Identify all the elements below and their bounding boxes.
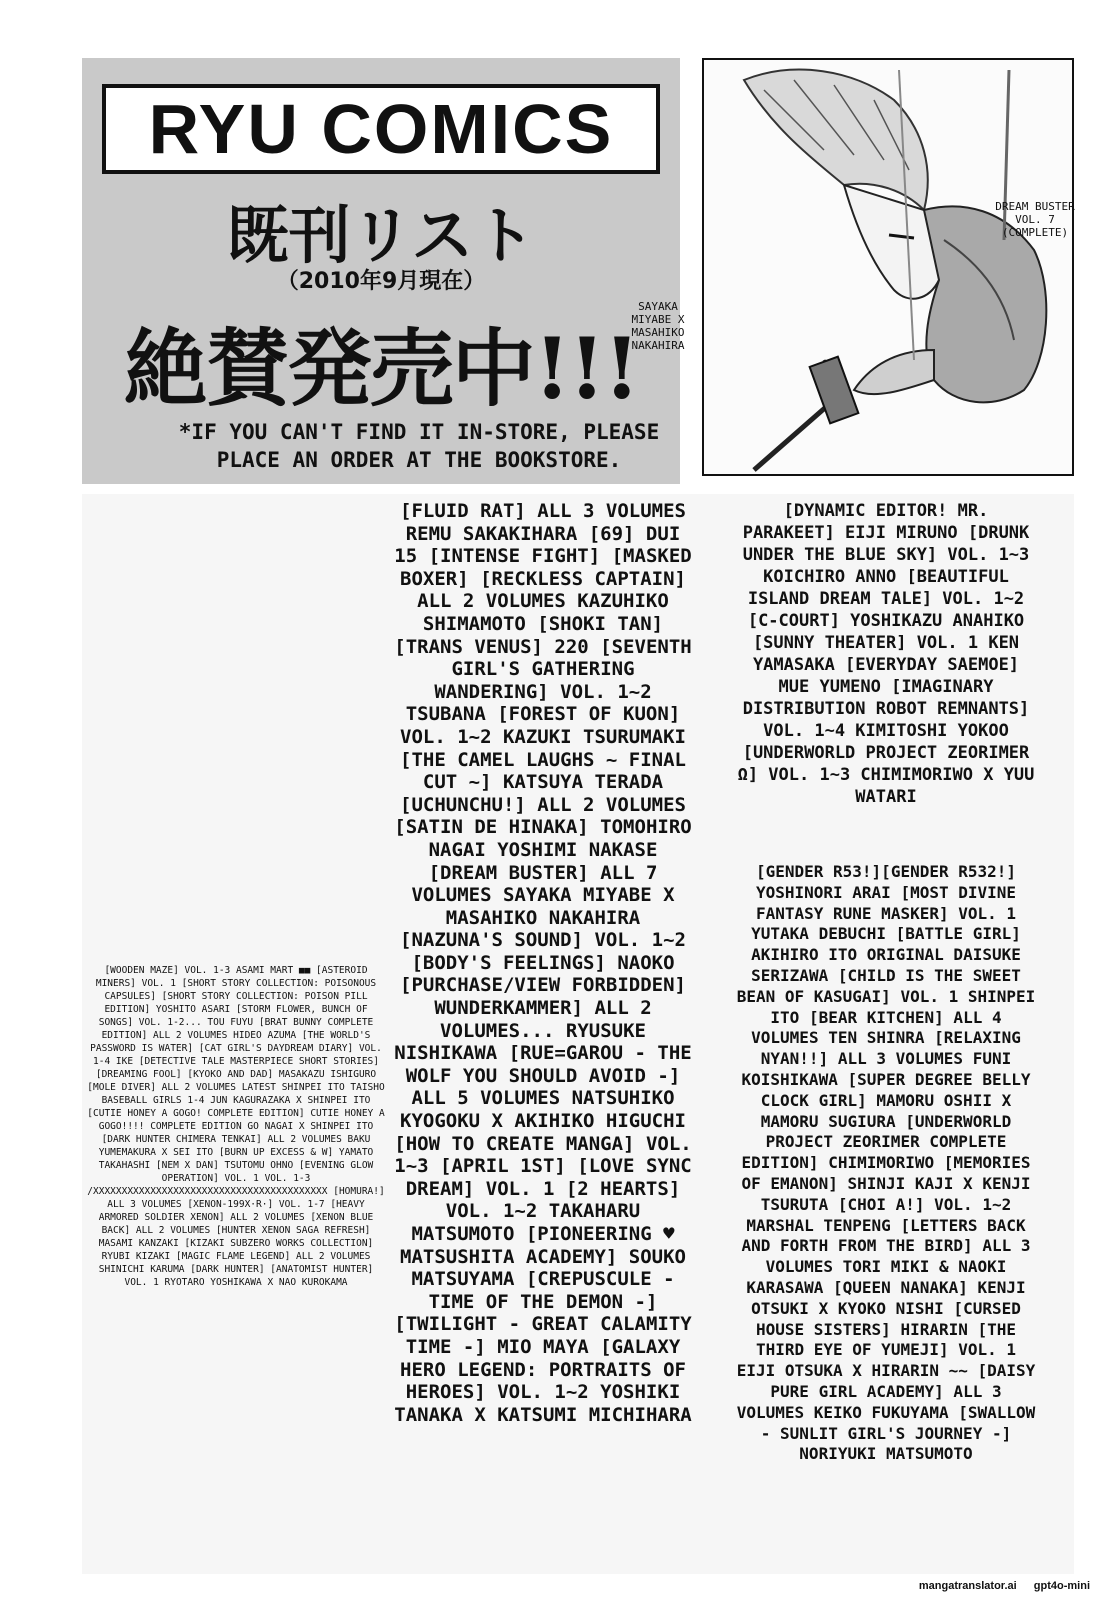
catalog-column-right-top: [DYNAMIC EDITOR! MR. PARAKEET] EIJI MIRUNO [DRUNK UNDER THE BLUE SKY] VOL. 1~3 KOICHIRO ANNO [BEAUTIFUL ISLAND DREAM TALE] VOL. 1~2 [C-COURT] YOSHIKAZU ANAHIKO [SUNNY THEATER] VOL. 1 KEN YAMASAKA [EVERYDAY SAEMOE] MUE YUMENO [IMAGINARY DISTRIBUTION ROBOT REMNANTS] VOL. 1~4 KIMITOSHI YOKOO [UNDERWORLD PROJECT ZEORIMER Ω] VOL. 1~3 CHIMIMORIWO X YUU WATARI xyxy=(737,501,1035,807)
credit-model: gpt4o-mini xyxy=(1033,1580,1090,1592)
swordswoman-illustration xyxy=(704,60,1072,474)
caption-sayaka-miyabe: SAYAKA MIYABE X MASAHIKO NAKAHIRA xyxy=(631,300,685,352)
translator-credits xyxy=(905,1580,1090,1592)
ad-subtitle: 既刊リスト xyxy=(226,199,536,272)
credit-site: mangatranslator.ai xyxy=(918,1580,1017,1592)
ad-note: *IF YOU CAN'T FIND IT IN-STORE, PLEASE PLACE AN ORDER AT THE BOOKSTORE. xyxy=(178,420,660,472)
catalog-column-left: [WOODEN MAZE] VOL. 1-3 ASAMI MART ■■ [ASTEROID MINERS] VOL. 1 [SHORT STORY COLLECTION: POISONOUS CAPSULES] [SHORT STORY COLLECTION: POISON PILL EDITION] YOSHITO ASARI [STORM FLOWER, BUNCH OF SONGS] VOL. 1-2... TOU FUYU [BRAT BUNNY COMPLETE EDITION] ALL 2 VOLUMES HIDEO AZUMA [THE WORLD'S PASSWORD IS WATER] [CAT GIRL'S DAYDREAM DIARY] VOL. 1-4 IKE [DETECTIVE TALE MASTERPIECE SHORT STORIES] [DREAMING FOOL] [KYOKO AND DAD] MASAKAZU ISHIGURO [MOLE DIVER] ALL 2 VOLUMES LATEST SHINPEI ITO TAISHO BASEBALL GIRLS 1-4 JUN KAGURAZAKA X SHINPEI ITO [CUTIE HONEY A GOGO! COMPLETE EDITION] CUTIE HONEY A GOGO!!!! COMPLETE EDITION GO NAGAI X SHINPEI ITO [DARK HUNTER CHIMERA TENKAI] ALL 2 VOLUMES BAKU YUMEMAKURA X SEI ITO [BURN UP EXCESS & W] YAMATO TAKAHASHI [NEM X DAN] TSUTOMU OHNO [EVENING GLOW OPERATION] VOL. 1 VOL. 1-3 /XXXXXXXXXXXXXXXXXXXXXXXXXXXXXXXXXXXXXXXXX [HOMURA!] ALL 3 VOLUMES [XENON-199X·R·] VOL. 1-7 [HEAVY ARMORED SOLDIER XENON] ALL 2 VOLUMES [XENON BLUE BACK] ALL 2 VOLUMES [HUNTER XENON SAGA REFRESH] MASAMI KANZAKI [KIZAKI SUBZERO WORKS COLLECTION] RYUBI KIZAKI [MAGIC FLAME LEGEND] ALL 2 VOLUMES SHINICHI KARUMA [DARK HUNTER] [ANATOMIST HUNTER] VOL. 1 RYOTARO YOSHIKAWA X NAO KUROKAMA xyxy=(87,965,385,1288)
manga-illustration xyxy=(702,58,1074,476)
catalog-column-middle: [FLUID RAT] ALL 3 VOLUMES REMU SAKAKIHARA [69] DUI 15 [INTENSE FIGHT] [MASKED BOXER] [RECKLESS CAPTAIN] ALL 2 VOLUMES KAZUHIKO SHIMAMOTO [SHOKI TAN] [TRANS VENUS] 220 [SEVENTH GIRL'S GATHERING WANDERING] VOL. 1~2 TSUBANA [FOREST OF KUON] VOL. 1~2 KAZUKI TSURUMAKI [THE CAMEL LAUGHS ~ FINAL CUT ~] KATSUYA TERADA [UCHUNCHU!] ALL 2 VOLUMES [SATIN DE HINAKA] TOMOHIRO NAGAI YOSHIMI NAKASE [DREAM BUSTER] ALL 7 VOLUMES SAYAKA MIYABE X MASAHIKO NAKAHIRA [NAZUNA'S SOUND] VOL. 1~2 [BODY'S FEELINGS] NAOKO [PURCHASE/VIEW FORBIDDEN] WUNDERKAMMER] ALL 2 VOLUMES... RYUSUKE NISHIKAWA [RUE=GAROU - THE WOLF YOU SHOULD AVOID -] ALL 5 VOLUMES NATSUHIKO KYOGOKU X AKIHIKO HIGUCHI [HOW TO CREATE MANGA] VOL. 1~3 [APRIL 1ST] [LOVE SYNC DREAM] VOL. 1 [2 HEARTS] VOL. 1~2 TAKAHARU MATSUMOTO [PIONEERING ♥ MATSUSHITA ACADEMY] SOUKO MATSUYAMA [CREPUSCULE - TIME OF THE DEMON -] [TWILIGHT - GREAT CALAMITY TIME -] MIO MAYA [GALAXY HERO LEGEND: PORTRAITS OF HEROES] VOL. 1~2 YOSHIKI TANAKA X KATSUMI MICHIHARA xyxy=(394,500,692,1426)
catalog-column-right-bottom: [GENDER R53!][GENDER R532!] YOSHINORI ARAI [MOST DIVINE FANTASY RUNE MASKER] VOL. 1 YUTAKA DEBUCHI [BATTLE GIRL] AKIHIRO ITO ORIGINAL DAISUKE SERIZAWA [CHILD IS THE SWEET BEAN OF KASUGAI] VOL. 1 SHINPEI ITO [BEAR KITCHEN] ALL 4 VOLUMES TEN SHINRA [RELAXING NYAN!!] ALL 3 VOLUMES FUNI KOISHIKAWA [SUPER DEGREE BELLY CLOCK GIRL] MAMORU OSHII X MAMORU SUGIURA [UNDERWORLD PROJECT ZEORIMER COMPLETE EDITION] CHIMIMORIWO [MEMORIES OF EMANON] SHINJI KAJI X KENJI TSURUTA [CHOI A!] VOL. 1~2 MARSHAL TENPENG [LETTERS BACK AND FORTH FROM THE BIRD] ALL 3 VOLUMES TORI MIKI & NAOKI KARASAWA [QUEEN NANAKA] KENJI OTSUKI X KYOKO NISHI [CURSED HOUSE SISTERS] HIRARIN [THE THIRD EYE OF YUMEJI] VOL. 1 EIJI OTSUKA X HIRARIN ~~ [DAISY PURE GIRL ACADEMY] ALL 3 VOLUMES KEIKO FUKUYAMA [SWALLOW - SUNLIT GIRL'S JOURNEY -] NORIYUKI MATSUMOTO xyxy=(736,862,1036,1464)
ad-sale-banner: 絶賛発売中!!! xyxy=(123,319,639,418)
ad-title: RYU COMICS xyxy=(102,84,660,174)
ryu-comics-ad xyxy=(82,58,680,484)
caption-dream-buster: DREAM BUSTER VOL. 7 (COMPLETE) xyxy=(995,200,1075,239)
ad-date: （2010年9月現在） xyxy=(276,269,486,294)
